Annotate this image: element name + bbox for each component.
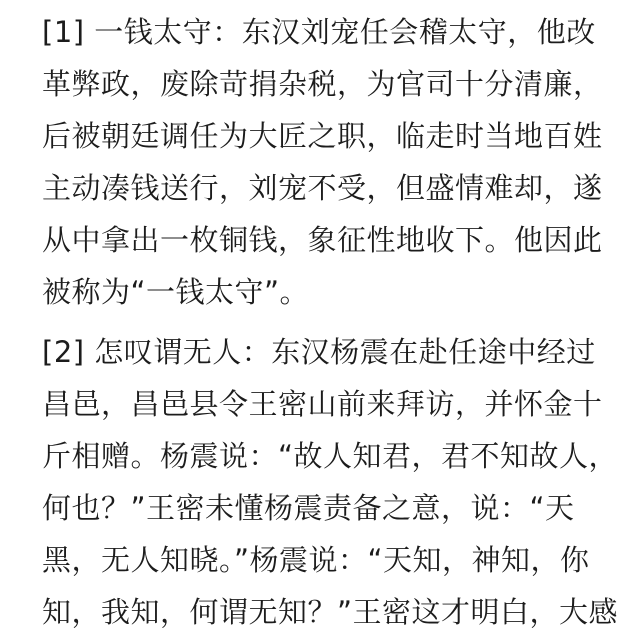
entry-gap <box>42 318 639 326</box>
entry-1-line-1: [1] 一钱太守：东汉刘宠任会稽太守，他改 <box>42 15 596 49</box>
entry-2-line-1: [2] 怎叹谓无人：东汉杨震在赴任途中经过 <box>42 335 596 369</box>
entry-2 <box>42 326 639 638</box>
entry-1 <box>42 6 639 318</box>
entry-2-line-3: 斤相赠。杨震说：“故人知君，君不知故人， <box>42 439 619 473</box>
entry-1-line-5: 从中拿出一枚铜钱，象征性地收下。他因此 <box>42 223 603 257</box>
entry-2-line-4: 何也？”王密未懂杨震责备之意，说：“天 <box>42 491 575 525</box>
entry-2-line-6: 知，我知，何谓无知？”王密这才明白，大感 <box>42 595 619 629</box>
entry-1-line-3: 后被朝廷调任为大匠之职，临走时当地百姓 <box>42 119 603 153</box>
entry-1-line-4: 主动凑钱送行，刘宠不受，但盛情难却，遂 <box>42 171 603 205</box>
entry-1-line-6: 被称为“一钱太守”。 <box>42 275 310 309</box>
entry-2-line-2: 昌邑，昌邑县令王密山前来拜访，并怀金十 <box>42 387 603 421</box>
entry-1-line-2: 革弊政，废除苛捐杂税，为官司十分清廉， <box>42 67 603 101</box>
entry-2-line-5: 黑，无人知晓。”杨震说：“天知，神知，你 <box>42 543 590 577</box>
